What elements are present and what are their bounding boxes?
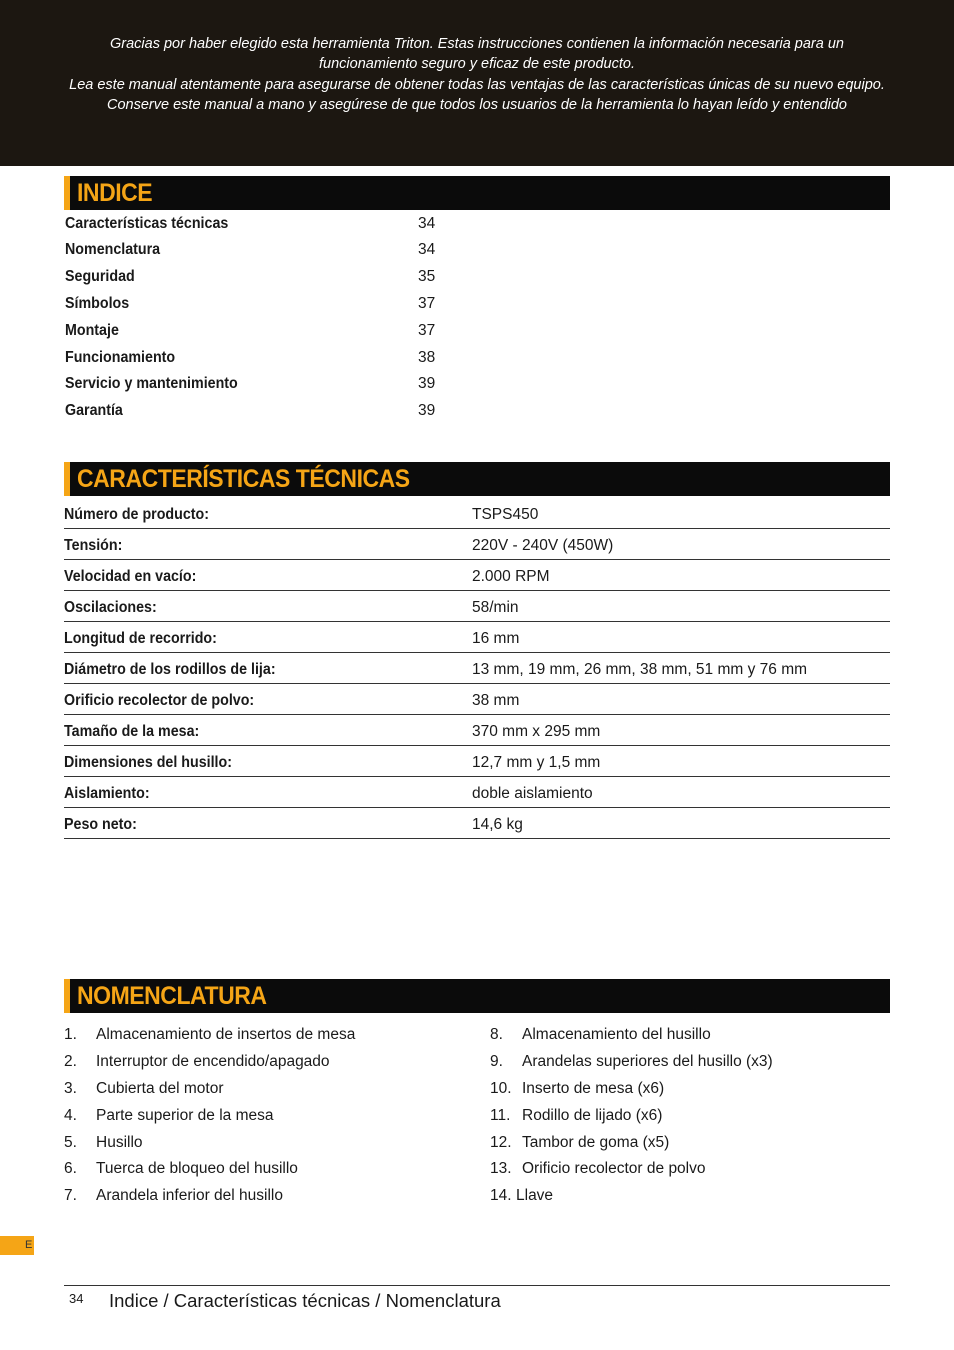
language-tab-label: E — [25, 1239, 33, 1251]
nomenclature-number: 10. — [490, 1080, 512, 1097]
toc-label: Símbolos — [65, 295, 130, 312]
spec-row — [64, 590, 890, 622]
language-tab — [0, 1236, 34, 1255]
toc-label: Servicio y mantenimiento — [65, 375, 238, 392]
toc-row[interactable] — [64, 241, 484, 265]
nomenclature-number: 7. — [64, 1187, 77, 1204]
intro-line-3: Lea este manual atentamente para asegurarse de obtener todas las ventajas de las características únicas de su nuevo equipo. — [69, 77, 885, 93]
toc-page: 35 — [418, 268, 436, 285]
nomenclature-number: 8. — [490, 1026, 503, 1043]
spec-value: 13 mm, 19 mm, 26 mm, 38 mm, 51 mm y 76 mm — [472, 661, 808, 678]
spec-label: Dimensiones del husillo: — [64, 754, 232, 771]
toc-label: Características técnicas — [65, 215, 229, 232]
spec-value: 58/min — [472, 599, 519, 616]
nomenclature-text: Almacenamiento de insertos de mesa — [96, 1026, 356, 1043]
nomenclature-text: Almacenamiento del husillo — [522, 1026, 711, 1043]
nomenclature-number: 12. — [490, 1134, 512, 1151]
nomenclature-text: Llave — [516, 1187, 554, 1204]
spec-row — [64, 745, 890, 777]
intro-line-4: Conserve este manual a mano y asegúrese de que todos los usuarios de la herramienta lo hayan leído y entendido — [107, 97, 847, 113]
nomenclature-text: Husillo — [96, 1134, 143, 1151]
nomenclature-number: 13. — [490, 1160, 512, 1177]
nomenclature-text: Arandela inferior del husillo — [96, 1187, 283, 1204]
toc-row[interactable] — [64, 349, 484, 373]
spec-label: Aislamiento: — [64, 785, 150, 802]
footer-divider — [64, 1285, 890, 1286]
toc-row[interactable] — [64, 295, 484, 319]
spec-row — [64, 714, 890, 746]
toc-page: 34 — [418, 241, 436, 258]
nomenclature-text: Inserto de mesa (x6) — [522, 1080, 665, 1097]
index-header-bar — [64, 176, 890, 210]
specs-title: CARACTERÍSTICAS TÉCNICAS — [77, 465, 410, 493]
spec-label: Orificio recolector de polvo: — [64, 692, 255, 709]
toc-page: 37 — [418, 295, 436, 312]
spec-value: 14,6 kg — [472, 816, 523, 833]
toc-page: 37 — [418, 322, 436, 339]
spec-label: Tensión: — [64, 537, 123, 554]
index-title: INDICE — [77, 179, 153, 207]
nomenclature-number: 11. — [490, 1107, 511, 1124]
nomenclature-number: 2. — [64, 1053, 77, 1070]
nomenclature-number: 1. — [64, 1026, 77, 1043]
intro-line-2: funcionamiento seguro y eficaz de este producto. — [319, 56, 635, 72]
toc-label: Garantía — [65, 402, 123, 419]
spec-label: Longitud de recorrido: — [64, 630, 217, 647]
specs-header-bar — [64, 462, 890, 496]
toc-label: Nomenclatura — [65, 241, 161, 258]
nomenclature-number: 3. — [64, 1080, 77, 1097]
footer-title: Indice / Características técnicas / Nomenclatura — [109, 1290, 501, 1311]
toc-page: 38 — [418, 349, 436, 366]
spec-row — [64, 621, 890, 653]
nomenclature-header-bar — [64, 979, 890, 1013]
toc-row[interactable] — [64, 375, 484, 399]
nomenclature-text: Cubierta del motor — [96, 1080, 224, 1097]
spec-value: 370 mm x 295 mm — [472, 723, 601, 740]
toc-row[interactable] — [64, 268, 484, 292]
index-header-accent — [64, 176, 70, 210]
nomenclature-number: 9. — [490, 1053, 503, 1070]
spec-label: Número de producto: — [64, 506, 209, 523]
spec-row — [64, 776, 890, 808]
nomenclature-text: Orificio recolector de polvo — [522, 1160, 706, 1177]
intro-line-1: Gracias por haber elegido esta herramienta Triton. Estas instrucciones contienen la información necesaria para un — [110, 36, 844, 52]
spec-row — [64, 683, 890, 715]
nomenclature-text: Rodillo de lijado (x6) — [522, 1107, 663, 1124]
toc-row[interactable] — [64, 215, 484, 239]
toc-label: Funcionamiento — [65, 349, 176, 366]
intro-banner — [0, 0, 954, 166]
spec-value: TSPS450 — [472, 506, 539, 523]
nomenclature-title: NOMENCLATURA — [77, 982, 267, 1010]
spec-value: 38 mm — [472, 692, 520, 709]
spec-value: doble aislamiento — [472, 785, 593, 802]
spec-value: 12,7 mm y 1,5 mm — [472, 754, 601, 771]
spec-row — [64, 652, 890, 684]
toc-page: 39 — [418, 375, 436, 392]
spec-row — [64, 497, 890, 529]
toc-row[interactable] — [64, 402, 484, 426]
specs-header-accent — [64, 462, 70, 496]
nomenclature-number: 5. — [64, 1134, 77, 1151]
spec-label: Velocidad en vacío: — [64, 568, 197, 585]
nomenclature-number: 4. — [64, 1107, 77, 1124]
footer-page-number: 34 — [69, 1291, 84, 1306]
spec-value: 2.000 RPM — [472, 568, 550, 585]
toc-row[interactable] — [64, 322, 484, 346]
toc-label: Montaje — [65, 322, 119, 339]
spec-value: 16 mm — [472, 630, 520, 647]
nomenclature-number: 14. — [490, 1187, 512, 1204]
nomenclature-text: Arandelas superiores del husillo (x3) — [522, 1053, 773, 1070]
toc-page: 34 — [418, 215, 436, 232]
spec-label: Oscilaciones: — [64, 599, 157, 616]
nomenclature-text: Interruptor de encendido/apagado — [96, 1053, 330, 1070]
spec-label: Tamaño de la mesa: — [64, 723, 200, 740]
spec-value: 220V - 240V (450W) — [472, 537, 614, 554]
spec-label: Diámetro de los rodillos de lija: — [64, 661, 276, 678]
spec-row — [64, 807, 890, 839]
nomenclature-text: Tambor de goma (x5) — [522, 1134, 670, 1151]
nomenclature-header-accent — [64, 979, 70, 1013]
spec-row — [64, 559, 890, 591]
spec-row — [64, 528, 890, 560]
toc-label: Seguridad — [65, 268, 135, 285]
spec-label: Peso neto: — [64, 816, 137, 833]
toc-page: 39 — [418, 402, 436, 419]
nomenclature-number: 6. — [64, 1160, 77, 1177]
nomenclature-text: Parte superior de la mesa — [96, 1107, 274, 1124]
nomenclature-text: Tuerca de bloqueo del husillo — [96, 1160, 298, 1177]
